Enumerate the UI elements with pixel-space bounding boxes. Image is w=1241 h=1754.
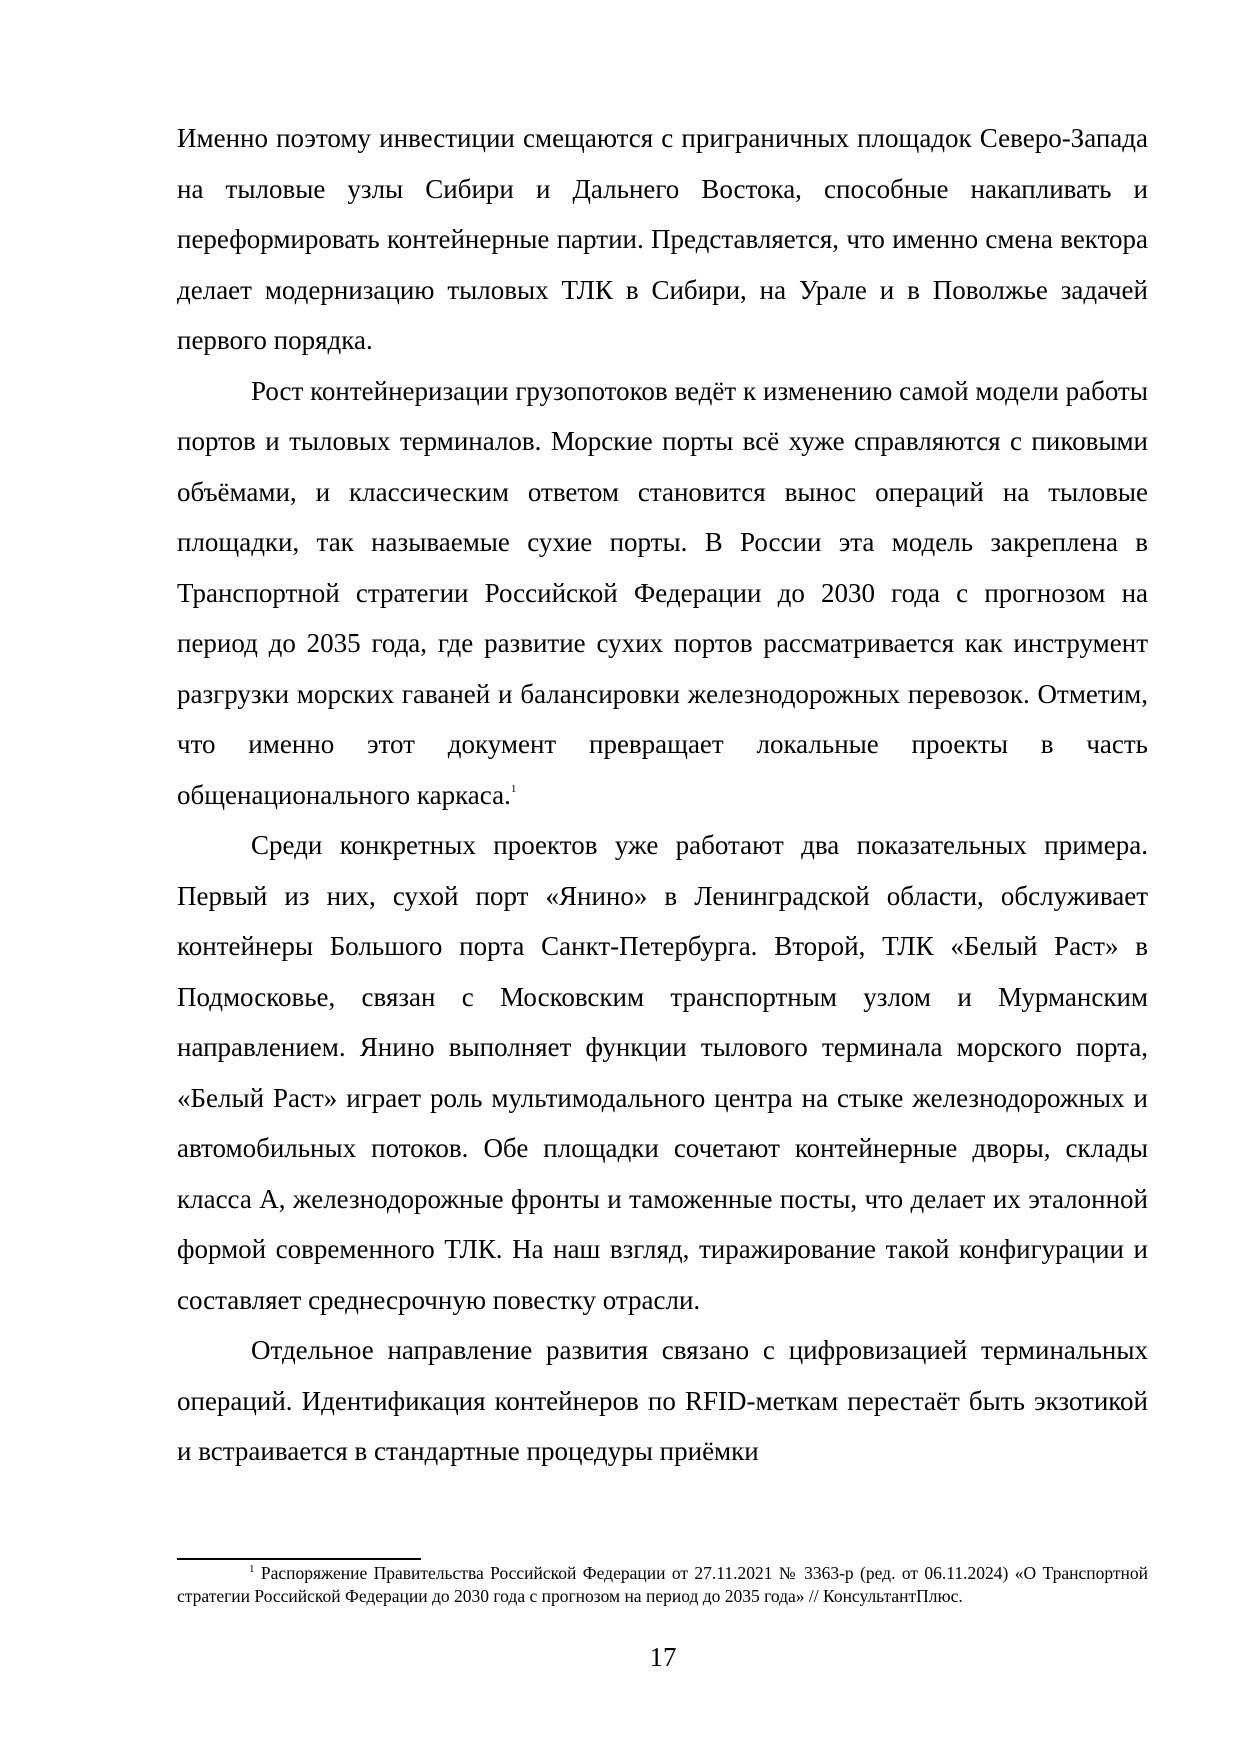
paragraph-3-text: Среди конкретных проектов уже работают два показательных примера. Первый из них, сухой порт «Янино» в Ленинградской области, обслуживает контейнеры Большого порта Санкт-Петербурга. Второй, ТЛК «Белый Раст» в Подмосковье, связан с Московским транспортным узлом и Мурманским направлением. Янино выполняет функции тылового терминала морского порта, «Белый Раст» играет роль мультимодального центра на стыке железнодорожных и автомобильных потоков. Обе площадки сочетают контейнерные дворы, склады класса А, железнодорожные фронты и таможенные посты, что делает их эталонной формой современного ТЛК. На наш взгляд, тиражирование такой конфигурации и составляет среднесрочную повестку отрасли. — [177, 830, 1148, 1315]
body-text — [177, 113, 1148, 1477]
footnote-number: 1 — [249, 1563, 255, 1575]
page-number: 17 — [649, 1642, 677, 1672]
paragraph-2-text: Рост контейнеризации грузопотоков ведёт к изменению самой модели работы портов и тыловых терминалов. Морские порты всё хуже справляются с пиковыми объёмами, и классическим ответом становится вынос операций на тыловые площадки, так называемые сухие порты. В России эта модель закреплена в Транспортной стратегии Российской Федерации до 2030 года с прогнозом на период до 2035 года, где развитие сухих портов рассматривается как инструмент разгрузки морских гаваней и балансировки железнодорожных перевозок. Отметим, что именно этот документ превращает локальные проекты в часть общенационального каркаса. — [177, 375, 1148, 810]
paragraph-1 — [177, 113, 1148, 366]
paragraph-4 — [177, 1325, 1148, 1477]
paragraph-2 — [177, 366, 1148, 821]
paragraph-1-text: Именно поэтому инвестиции смещаются с приграничных площадок Северо-Запада на тыловые узлы Сибири и Дальнего Востока, способные накапливать и переформировать контейнерные партии. Представляется, что именно смена вектора делает модернизацию тыловых ТЛК в Сибири, на Урале и в Поволжье задачей первого порядка. — [177, 123, 1148, 355]
footnote-separator — [177, 1558, 421, 1560]
footnote-reference[interactable]: 1 — [510, 782, 517, 795]
footnote — [177, 1562, 1148, 1608]
footnote-text: Распоряжение Правительства Российской Федерации от 27.11.2021 № 3363-р (ред. от 06.11.2024) «О Транспортной стратегии Российской Федерации до 2030 года с прогнозом на период до 2035 года» // КонсультантПлюс. — [177, 1563, 1148, 1606]
paragraph-4-text: Отдельное направление развития связано с цифровизацией терминальных операций. Идентификация контейнеров по RFID-меткам перестаёт быть экзотикой и встраивается в стандартные процедуры приёмки — [177, 1335, 1148, 1466]
paragraph-3 — [177, 820, 1148, 1325]
